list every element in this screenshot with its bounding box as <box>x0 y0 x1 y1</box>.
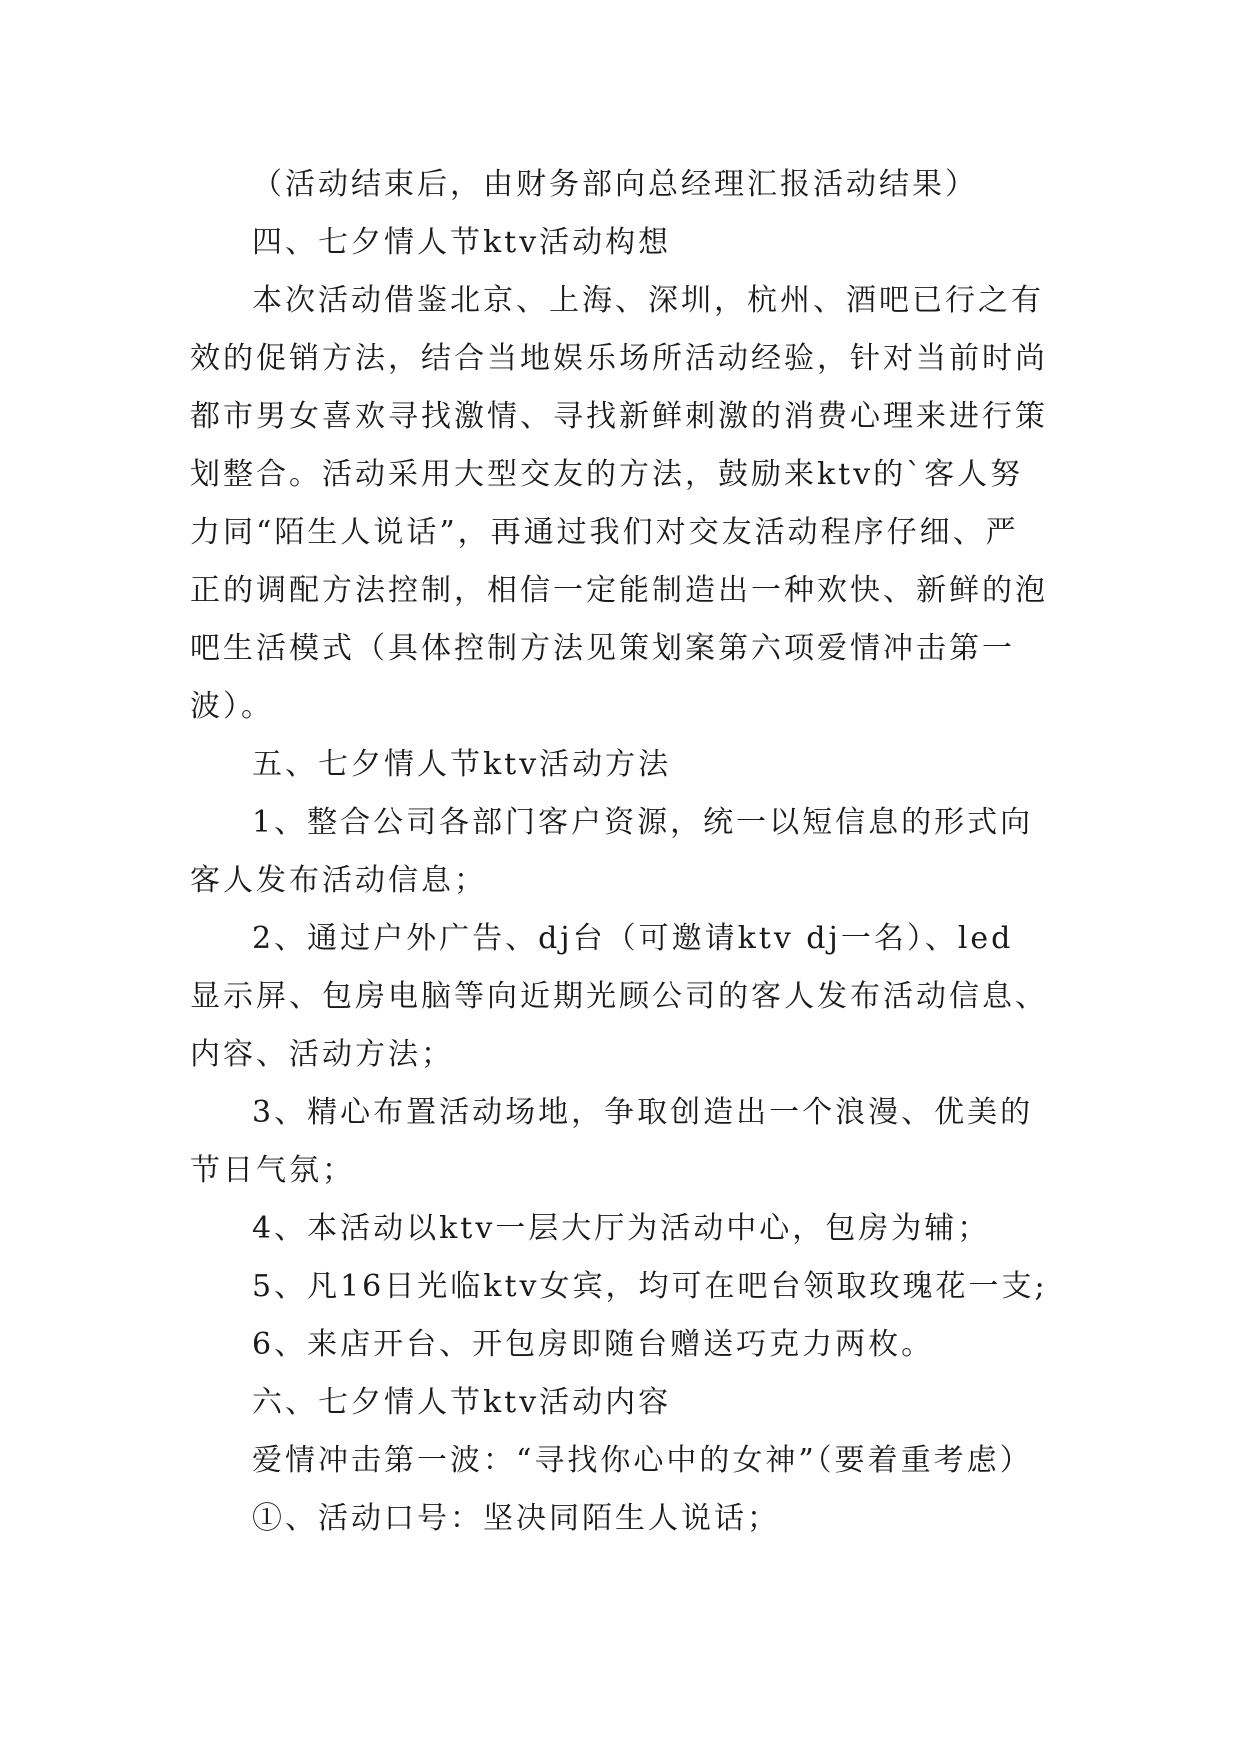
section-heading: 四、七夕情人节ktv活动构想 <box>252 225 672 260</box>
document-body <box>190 156 1090 1548</box>
paragraph-line: 力同“陌生人说话”，再通过我们对交友活动程序仔细、严 <box>190 515 1019 550</box>
list-item-line: 3、精心布置活动场地，争取创造出一个浪漫、优美的 <box>252 1095 1034 1130</box>
subsection-heading: 爱情冲击第一波：“寻找你心中的女神”（要着重考虑） <box>252 1443 1033 1478</box>
paragraph-line: 本次活动借鉴北京、上海、深圳，杭州、酒吧已行之有 <box>252 283 1044 318</box>
list-item-line: 1、整合公司各部门客户资源，统一以短信息的形式向 <box>252 805 1034 840</box>
list-item-line: 节日气氛； <box>190 1153 355 1188</box>
list-item-line: ①、活动口号：坚决同陌生人说话； <box>252 1501 780 1536</box>
paragraph-line: 效的促销方法，结合当地娱乐场所活动经验，针对当前时尚 <box>190 341 1048 376</box>
paragraph-line: 划整合。活动采用大型交友的方法，鼓励来ktv的`客人努 <box>190 457 1024 492</box>
list-item-line: 2、通过户外广告、dj台（可邀请ktv dj一名）、led <box>252 921 1014 956</box>
paragraph-line: （活动结束后，由财务部向总经理汇报活动结果） <box>252 167 978 202</box>
paragraph-line: 吧生活模式（具体控制方法见策划案第六项爱情冲击第一 <box>190 631 1015 666</box>
section-heading: 六、七夕情人节ktv活动内容 <box>252 1385 672 1420</box>
paragraph-line: 波）。 <box>190 689 274 724</box>
list-item-line: 客人发布活动信息； <box>190 863 487 898</box>
list-item-line: 显示屏、包房电脑等向近期光顾公司的客人发布活动信息、 <box>190 979 1048 1014</box>
paragraph-line: 正的调配方法控制，相信一定能制造出一种欢快、新鲜的泡 <box>190 573 1048 608</box>
paragraph-line: 都市男女喜欢寻找激情、寻找新鲜刺激的消费心理来进行策 <box>190 399 1048 434</box>
list-item-line: 6、来店开台、开包房即随台赠送巧克力两枚。 <box>252 1327 935 1362</box>
section-heading: 五、七夕情人节ktv活动方法 <box>252 747 672 782</box>
list-item-line: 内容、活动方法； <box>190 1037 454 1072</box>
list-item-line: 4、本活动以ktv一层大厅为活动中心，包房为辅； <box>252 1211 991 1246</box>
list-item-line: 5、凡16日光临ktv女宾，均可在吧台领取玫瑰花一支; <box>252 1269 1048 1304</box>
